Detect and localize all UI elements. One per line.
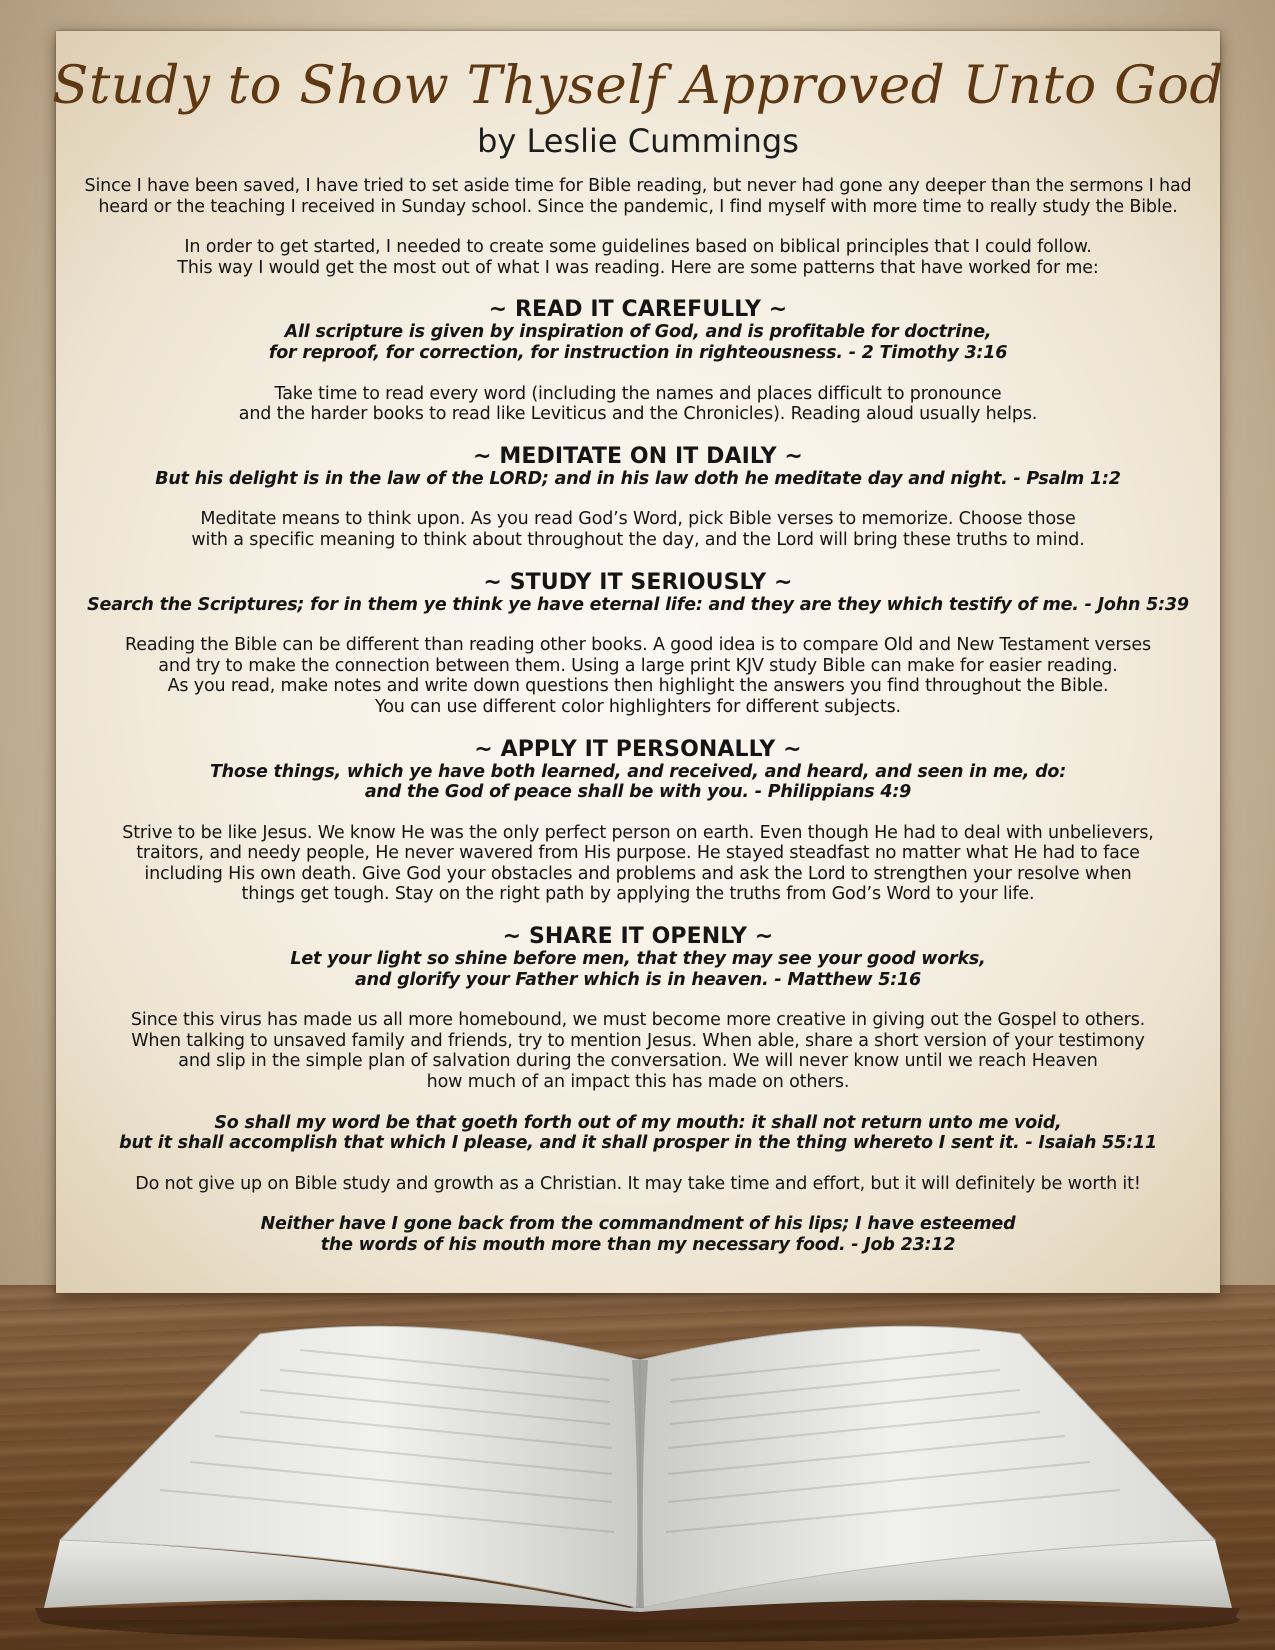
intro-paragraph-2: In order to get started, I needed to create some guidelines based on biblical principles that I could follow. This way I would get the most out of what I was reading. Here are some patterns that have worked for me: [177, 237, 1099, 278]
article-panel [52, 31, 1224, 1293]
section-heading-read: ~ READ IT CAREFULLY ~ [488, 297, 788, 323]
section-body-share: Since this virus has made us all more homebound, we must become more creative in giving out the Gospel to others. When talking to unsaved family and friends, try to mention Jesus. When able, share a short version of your testimony and slip in the simple plan of salvation during the conversation. We will never know until we reach Heaven how much of an impact this has made on others. [130, 1010, 1146, 1093]
section-body-meditate: Meditate means to think upon. As you read God’s Word, pick Bible verses to memorize. Choose those with a specific meaning to think about throughout the day, and the Lord will bring these truths to mind. [191, 509, 1085, 550]
section-verse-meditate: But his delight is in the law of the LORD; and in his law doth he meditate day and night. - Psalm 1:2 [155, 468, 1121, 489]
closing-verse-isaiah: So shall my word be that goeth forth out of my mouth: it shall not return unto me void, but it shall accomplish that which I please, and it shall prosper in the thing whereto I sent it. - Isaiah 55:11 [119, 1112, 1157, 1154]
section-verse-share: Let your light so shine before men, that they may see your good works, and glorify your Father which is in heaven. - Matthew 5:16 [290, 949, 986, 990]
author-byline: by Leslie Cummings [477, 122, 799, 160]
open-bible-image [0, 1290, 1275, 1650]
section-heading-meditate: ~ MEDITATE ON IT DAILY ~ [473, 443, 803, 469]
page-title: Study to Show Thyself Approved Unto God [52, 56, 1224, 116]
intro-paragraph-1: Since I have been saved, I have tried to set aside time for Bible reading, but never had gone any deeper than the sermons I had heard or the teaching I received in Sunday school. Since the pandemic, I find myself with more time to really study the Bible. [84, 176, 1192, 217]
section-heading-share: ~ SHARE IT OPENLY ~ [502, 924, 774, 950]
closing-verse-job: Neither have I gone back from the commandment of his lips; I have esteemed the words of his mouth more than my necessary food. - Job 23:12 [260, 1214, 1016, 1255]
section-verse-apply: Those things, which ye have both learned, and received, and heard, and seen in me, do: and the God of peace shall be with you. - Philippians 4:9 [209, 761, 1067, 803]
section-body-apply: Strive to be like Jesus. We know He was the only perfect person on earth. Even though He had to deal with unbelievers, traitors, and needy people, He never wavered from His purpose. He stayed steadfast no matter what He had to face including His own death. Give God your obstacles and problems and ask the Lord to strengthen your resolve when things get tough. Stay on the right path by applying the truths from God’s Word to your life. [122, 822, 1154, 905]
section-heading-apply: ~ APPLY IT PERSONALLY ~ [474, 736, 802, 762]
section-verse-read: All scripture is given by inspiration of God, and is profitable for doctrine, for reproof, for correction, for instruction in righteousness. - 2 Timothy 3:16 [268, 322, 1008, 363]
section-heading-study: ~ STUDY IT SERIOUSLY ~ [483, 569, 793, 595]
article-body [66, 176, 1210, 1276]
section-body-read: Take time to read every word (including the names and places difficult to pronounce and the harder books to read like Leviticus and the Chronicles). Reading aloud usually helps. [238, 383, 1038, 425]
section-body-study: Reading the Bible can be different than reading other books. A good idea is to compare Old and New Testament verses and try to make the connection between them. Using a large print KJV study Bible can make for easier reading. As you read, make notes and write down questions then highlight the answers you find throughout the Bible. You can use different color highlighters for different subjects. [125, 635, 1151, 717]
closing-text: Do not give up on Bible study and growth as a Christian. It may take time and effort, but it will definitely be worth it! [135, 1173, 1141, 1194]
section-verse-study: Search the Scriptures; for in them ye think ye have eternal life: and they are they which testify of me. - John 5:39 [87, 594, 1189, 615]
